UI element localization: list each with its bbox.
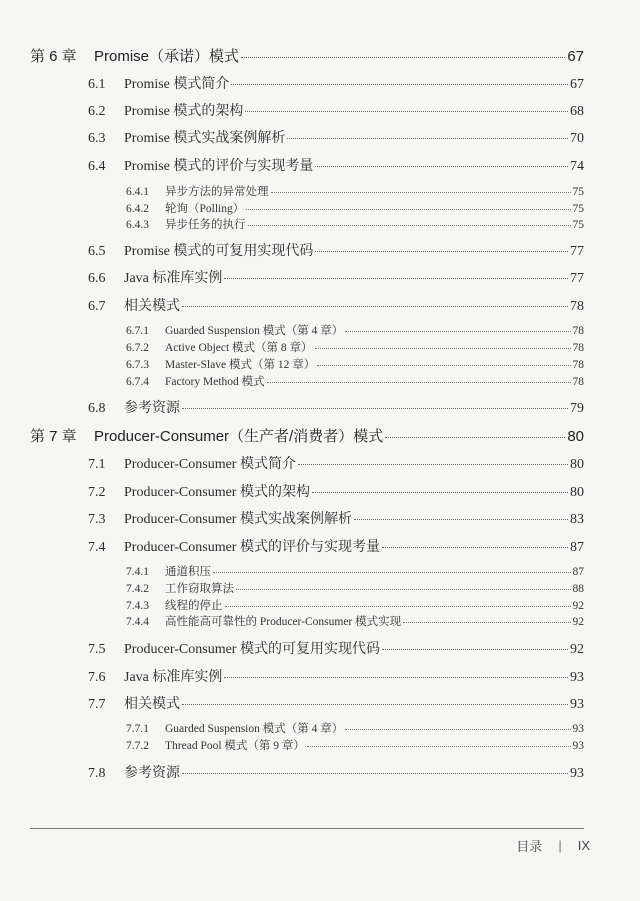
toc-page: 80 bbox=[570, 485, 584, 500]
dot-leader bbox=[345, 331, 570, 332]
toc-title: Producer-Consumer 模式简介 bbox=[124, 457, 296, 472]
toc-title: 线程的停止 bbox=[165, 600, 223, 612]
toc-subsection[interactable] bbox=[126, 597, 584, 613]
dot-leader bbox=[224, 278, 568, 279]
toc-number: 6.7.1 bbox=[126, 325, 149, 337]
toc-section[interactable] bbox=[88, 481, 584, 501]
dot-leader bbox=[298, 464, 568, 465]
toc-subsection[interactable] bbox=[126, 580, 584, 596]
toc-page: 67 bbox=[570, 77, 584, 92]
dot-leader bbox=[307, 746, 571, 747]
toc-page: 78 bbox=[572, 342, 584, 354]
toc-page: 93 bbox=[572, 723, 584, 735]
toc-title: 参考资源 bbox=[124, 401, 180, 416]
toc-title: 轮询（Polling） bbox=[165, 203, 245, 215]
toc-number: 6.4.1 bbox=[126, 186, 149, 198]
toc-page: 77 bbox=[570, 244, 584, 259]
dot-leader bbox=[182, 306, 568, 307]
toc-number: 7.3 bbox=[88, 512, 106, 527]
toc-title: 异步任务的执行 bbox=[165, 219, 246, 231]
toc-section[interactable] bbox=[88, 295, 584, 315]
toc-section[interactable] bbox=[88, 536, 584, 556]
toc-title: 异步方法的异常处理 bbox=[165, 186, 269, 198]
toc-subsection[interactable] bbox=[126, 613, 584, 629]
toc-section[interactable] bbox=[88, 127, 584, 147]
dot-leader bbox=[287, 138, 568, 139]
toc-subsection[interactable] bbox=[126, 373, 584, 389]
toc-page: 70 bbox=[570, 131, 584, 146]
toc-chapter[interactable] bbox=[30, 45, 584, 66]
toc-page: 78 bbox=[572, 325, 584, 337]
toc-page: 87 bbox=[572, 566, 584, 578]
toc-page: 75 bbox=[572, 203, 584, 215]
toc-number: 6.8 bbox=[88, 401, 106, 416]
toc-title: Master-Slave 模式（第 12 章） bbox=[165, 359, 316, 371]
toc-section[interactable] bbox=[88, 666, 584, 686]
dot-leader bbox=[382, 547, 568, 548]
toc-section[interactable] bbox=[88, 638, 584, 658]
toc-subsection[interactable] bbox=[126, 183, 584, 199]
toc-title: Promise 模式的架构 bbox=[124, 104, 244, 119]
toc-number: 7.4.4 bbox=[126, 616, 149, 628]
toc-section[interactable] bbox=[88, 240, 584, 260]
toc-number: 7.6 bbox=[88, 670, 106, 685]
toc-number: 6.2 bbox=[88, 104, 106, 119]
toc-title: Promise 模式的评价与实现考量 bbox=[124, 159, 314, 174]
toc-subsection[interactable] bbox=[126, 563, 584, 579]
toc-title: Producer-Consumer 模式的可复用实现代码 bbox=[124, 642, 380, 657]
toc-number: 6.7 bbox=[88, 299, 106, 314]
toc-page: 78 bbox=[572, 359, 584, 371]
dot-leader bbox=[182, 704, 568, 705]
toc-number: 7.4.1 bbox=[126, 566, 149, 578]
toc-title: Promise 模式简介 bbox=[124, 77, 230, 92]
toc-number: 7.4.3 bbox=[126, 600, 149, 612]
dot-leader bbox=[312, 492, 568, 493]
dot-leader bbox=[403, 622, 570, 623]
toc-number: 6.7.3 bbox=[126, 359, 149, 371]
dot-leader bbox=[267, 382, 571, 383]
toc-title: Producer-Consumer 模式的架构 bbox=[124, 485, 310, 500]
toc-page: 92 bbox=[570, 642, 584, 657]
toc-page: 78 bbox=[572, 376, 584, 388]
toc-section[interactable] bbox=[88, 453, 584, 473]
dot-leader bbox=[224, 677, 568, 678]
dot-leader bbox=[241, 57, 565, 58]
toc-number: 6.4.2 bbox=[126, 203, 149, 215]
toc-number: 6.7.4 bbox=[126, 376, 149, 388]
toc-subsection[interactable] bbox=[126, 216, 584, 232]
dot-leader bbox=[315, 251, 568, 252]
toc-page: 74 bbox=[570, 159, 584, 174]
dot-leader bbox=[213, 572, 571, 573]
dot-leader bbox=[248, 225, 571, 226]
toc-page: 87 bbox=[570, 540, 584, 555]
toc-title: 工作窃取算法 bbox=[165, 583, 234, 595]
toc-page: 92 bbox=[572, 616, 584, 628]
toc-page: 88 bbox=[572, 583, 584, 595]
toc-number: 第 7 章 bbox=[30, 428, 77, 445]
toc-page: 92 bbox=[572, 600, 584, 612]
toc-page: 77 bbox=[570, 271, 584, 286]
toc-number: 7.5 bbox=[88, 642, 106, 657]
toc-title: Promise 模式实战案例解析 bbox=[124, 131, 286, 146]
dot-leader bbox=[345, 729, 570, 730]
toc-section[interactable] bbox=[88, 100, 584, 120]
toc-title: Thread Pool 模式（第 9 章） bbox=[165, 740, 305, 752]
toc-page: 79 bbox=[570, 401, 584, 416]
toc-title: 高性能高可靠性的 Producer-Consumer 模式实现 bbox=[165, 616, 402, 628]
toc-page: 68 bbox=[570, 104, 584, 119]
toc-title: 相关模式 bbox=[124, 299, 180, 314]
toc-title: 相关模式 bbox=[124, 697, 180, 712]
toc-title: Guarded Suspension 模式（第 4 章） bbox=[165, 325, 344, 337]
toc-number: 6.6 bbox=[88, 271, 106, 286]
toc-title: Promise（承诺）模式 bbox=[94, 48, 240, 65]
toc-number: 6.5 bbox=[88, 244, 106, 259]
toc-section[interactable] bbox=[88, 73, 584, 93]
toc-number: 7.1 bbox=[88, 457, 106, 472]
footer-divider bbox=[30, 828, 584, 829]
toc-number: 第 6 章 bbox=[30, 48, 77, 65]
toc-title: 通道积压 bbox=[165, 566, 211, 578]
toc-section[interactable] bbox=[88, 155, 584, 175]
toc-number: 6.4.3 bbox=[126, 219, 149, 231]
toc-number: 7.7 bbox=[88, 697, 106, 712]
toc-page: 78 bbox=[570, 299, 584, 314]
toc-title: 参考资源 bbox=[124, 766, 180, 781]
footer-separator: | bbox=[558, 838, 562, 853]
page-footer bbox=[516, 836, 590, 855]
toc-number: 6.4 bbox=[88, 159, 106, 174]
dot-leader bbox=[245, 111, 568, 112]
toc-subsection[interactable] bbox=[126, 737, 584, 753]
toc-section[interactable] bbox=[88, 508, 584, 528]
toc-page: 75 bbox=[572, 219, 584, 231]
toc-number: 6.3 bbox=[88, 131, 106, 146]
toc-subsection[interactable] bbox=[126, 356, 584, 372]
toc-subsection[interactable] bbox=[126, 322, 584, 338]
toc-title: Java 标准库实例 bbox=[124, 271, 223, 286]
toc-number: 6.1 bbox=[88, 77, 106, 92]
toc-title: Producer-Consumer 模式的评价与实现考量 bbox=[124, 540, 380, 555]
toc-title: Producer-Consumer（生产者/消费者）模式 bbox=[94, 428, 384, 445]
toc-page: 80 bbox=[570, 457, 584, 472]
dot-leader bbox=[382, 649, 568, 650]
toc-chapter[interactable] bbox=[30, 425, 584, 446]
toc-subsection[interactable] bbox=[126, 720, 584, 736]
footer-page-number: IX bbox=[577, 838, 590, 853]
toc-number: 7.7.1 bbox=[126, 723, 149, 735]
toc-page: 83 bbox=[570, 512, 584, 527]
toc-page: 67 bbox=[567, 48, 584, 65]
dot-leader bbox=[231, 84, 568, 85]
toc-section[interactable] bbox=[88, 693, 584, 713]
toc-title: Producer-Consumer 模式实战案例解析 bbox=[124, 512, 352, 527]
toc-page: 75 bbox=[572, 186, 584, 198]
toc-number: 7.7.2 bbox=[126, 740, 149, 752]
toc-number: 7.4.2 bbox=[126, 583, 149, 595]
dot-leader bbox=[236, 589, 571, 590]
dot-leader bbox=[246, 209, 570, 210]
dot-leader bbox=[182, 773, 568, 774]
toc-subsection[interactable] bbox=[126, 339, 584, 355]
toc-title: Active Object 模式（第 8 章） bbox=[165, 342, 313, 354]
toc-page: 93 bbox=[570, 697, 584, 712]
dot-leader bbox=[225, 606, 571, 607]
dot-leader bbox=[354, 519, 568, 520]
dot-leader bbox=[182, 408, 568, 409]
toc-title: Promise 模式的可复用实现代码 bbox=[124, 244, 314, 259]
toc-subsection[interactable] bbox=[126, 200, 584, 216]
footer-label: 目录 bbox=[516, 839, 543, 854]
toc-number: 6.7.2 bbox=[126, 342, 149, 354]
toc-number: 7.4 bbox=[88, 540, 106, 555]
toc-page: 93 bbox=[570, 670, 584, 685]
toc-title: Guarded Suspension 模式（第 4 章） bbox=[165, 723, 344, 735]
toc-page: 80 bbox=[567, 428, 584, 445]
toc-section[interactable] bbox=[88, 267, 584, 287]
dot-leader bbox=[317, 365, 570, 366]
dot-leader bbox=[271, 192, 571, 193]
dot-leader bbox=[315, 348, 571, 349]
toc-number: 7.2 bbox=[88, 485, 106, 500]
toc-title: Java 标准库实例 bbox=[124, 670, 223, 685]
dot-leader bbox=[385, 437, 565, 438]
dot-leader bbox=[315, 166, 568, 167]
toc-page: 93 bbox=[572, 740, 584, 752]
toc-number: 7.8 bbox=[88, 766, 106, 781]
toc-section[interactable] bbox=[88, 397, 584, 417]
toc-page: 93 bbox=[570, 766, 584, 781]
toc-section[interactable] bbox=[88, 762, 584, 782]
toc-title: Factory Method 模式 bbox=[165, 376, 265, 388]
